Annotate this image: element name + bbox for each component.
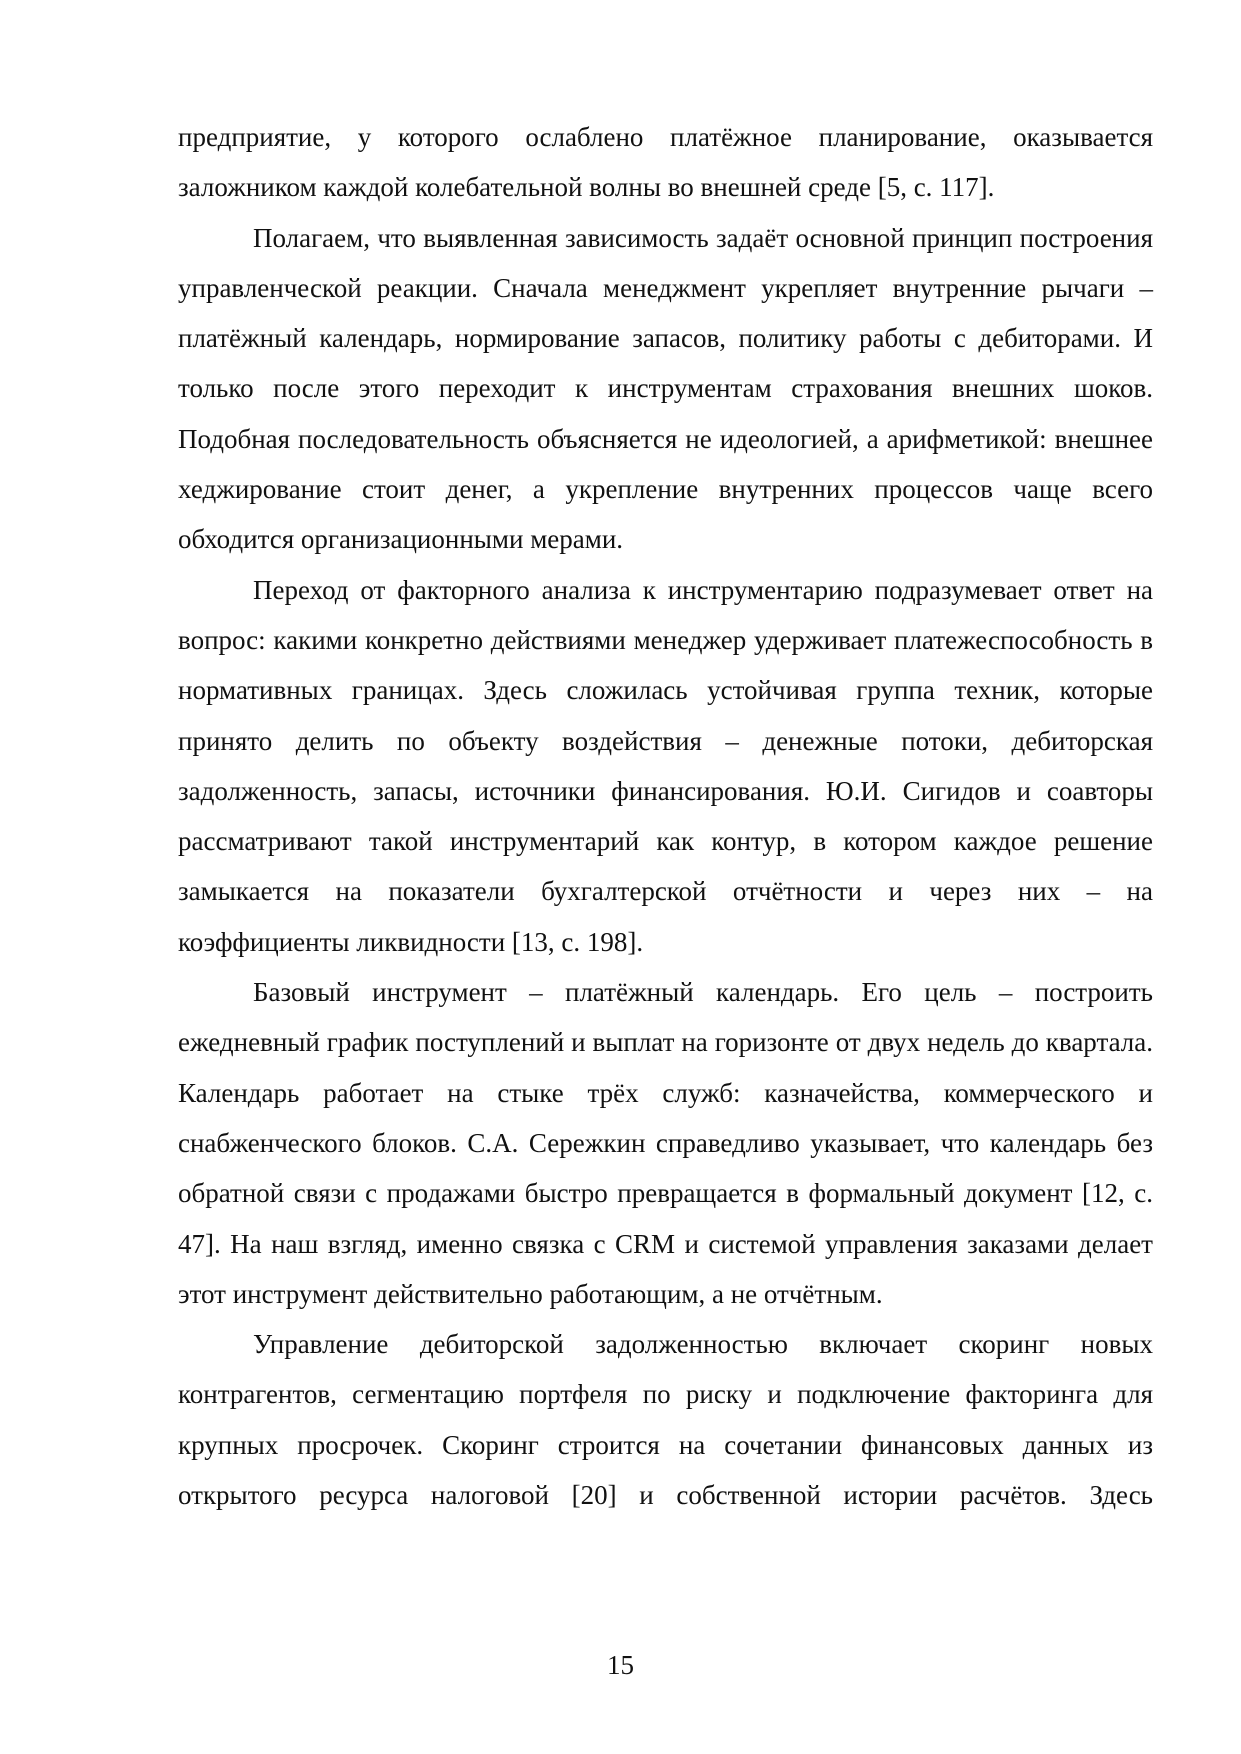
paragraph-1: предприятие, у которого ослаблено платёжное планирование, оказывается заложником каждой колебательной волны во внешней среде [5, с. 117]. xyxy=(178,122,1153,203)
paragraph-5: Управление дебиторской задолженностью включает скоринг новых контрагентов, сегментацию портфеля по риску и подключение факторинга для крупных просрочек. Скоринг строится на сочетании финансовых данных из открытого ресурса налоговой [20] и собственной истории расчётов. Здесь xyxy=(178,1329,1153,1511)
body-text xyxy=(178,112,1153,1520)
page-number: 15 xyxy=(607,1650,634,1680)
paragraph-2: Полагаем, что выявленная зависимость задаёт основной принцип построения управленческой реакции. Сначала менеджмент укрепляет внутренние рычаги – платёжный календарь, нормирование запасов, политику работы с дебиторами. И только после этого переходит к инструментам страхования внешних шоков. Подобная последовательность объясняется не идеологией, а арифметикой: внешнее хеджирование стоит денег, а укрепление внутренних процессов чаще всего обходится организационными мерами. xyxy=(178,222,1153,555)
paragraph-4: Базовый инструмент – платёжный календарь. Его цель – построить ежедневный график поступлений и выплат на горизонте от двух недель до квартала. Календарь работает на стыке трёх служб: казначейства, коммерческого и снабженческого блоков. С.А. Сережкин справедливо указывает, что календарь без обратной связи с продажами быстро превращается в формальный документ [12, с. 47]. На наш взгляд, именно связка с CRM и системой управления заказами делает этот инструмент действительно работающим, а не отчётным. xyxy=(178,977,1153,1309)
paragraph-3: Переход от факторного анализа к инструментарию подразумевает ответ на вопрос: какими конкретно действиями менеджер удерживает платежеспособность в нормативных границах. Здесь сложилась устойчивая группа техник, которые принято делить по объекту воздействия – денежные потоки, дебиторская задолженность, запасы, источники финансирования. Ю.И. Сигидов и соавторы рассматривают такой инструментарий как контур, в котором каждое решение замыкается на показатели бухгалтерской отчётности и через них – на коэффициенты ликвидности [13, с. 198]. xyxy=(178,574,1153,957)
